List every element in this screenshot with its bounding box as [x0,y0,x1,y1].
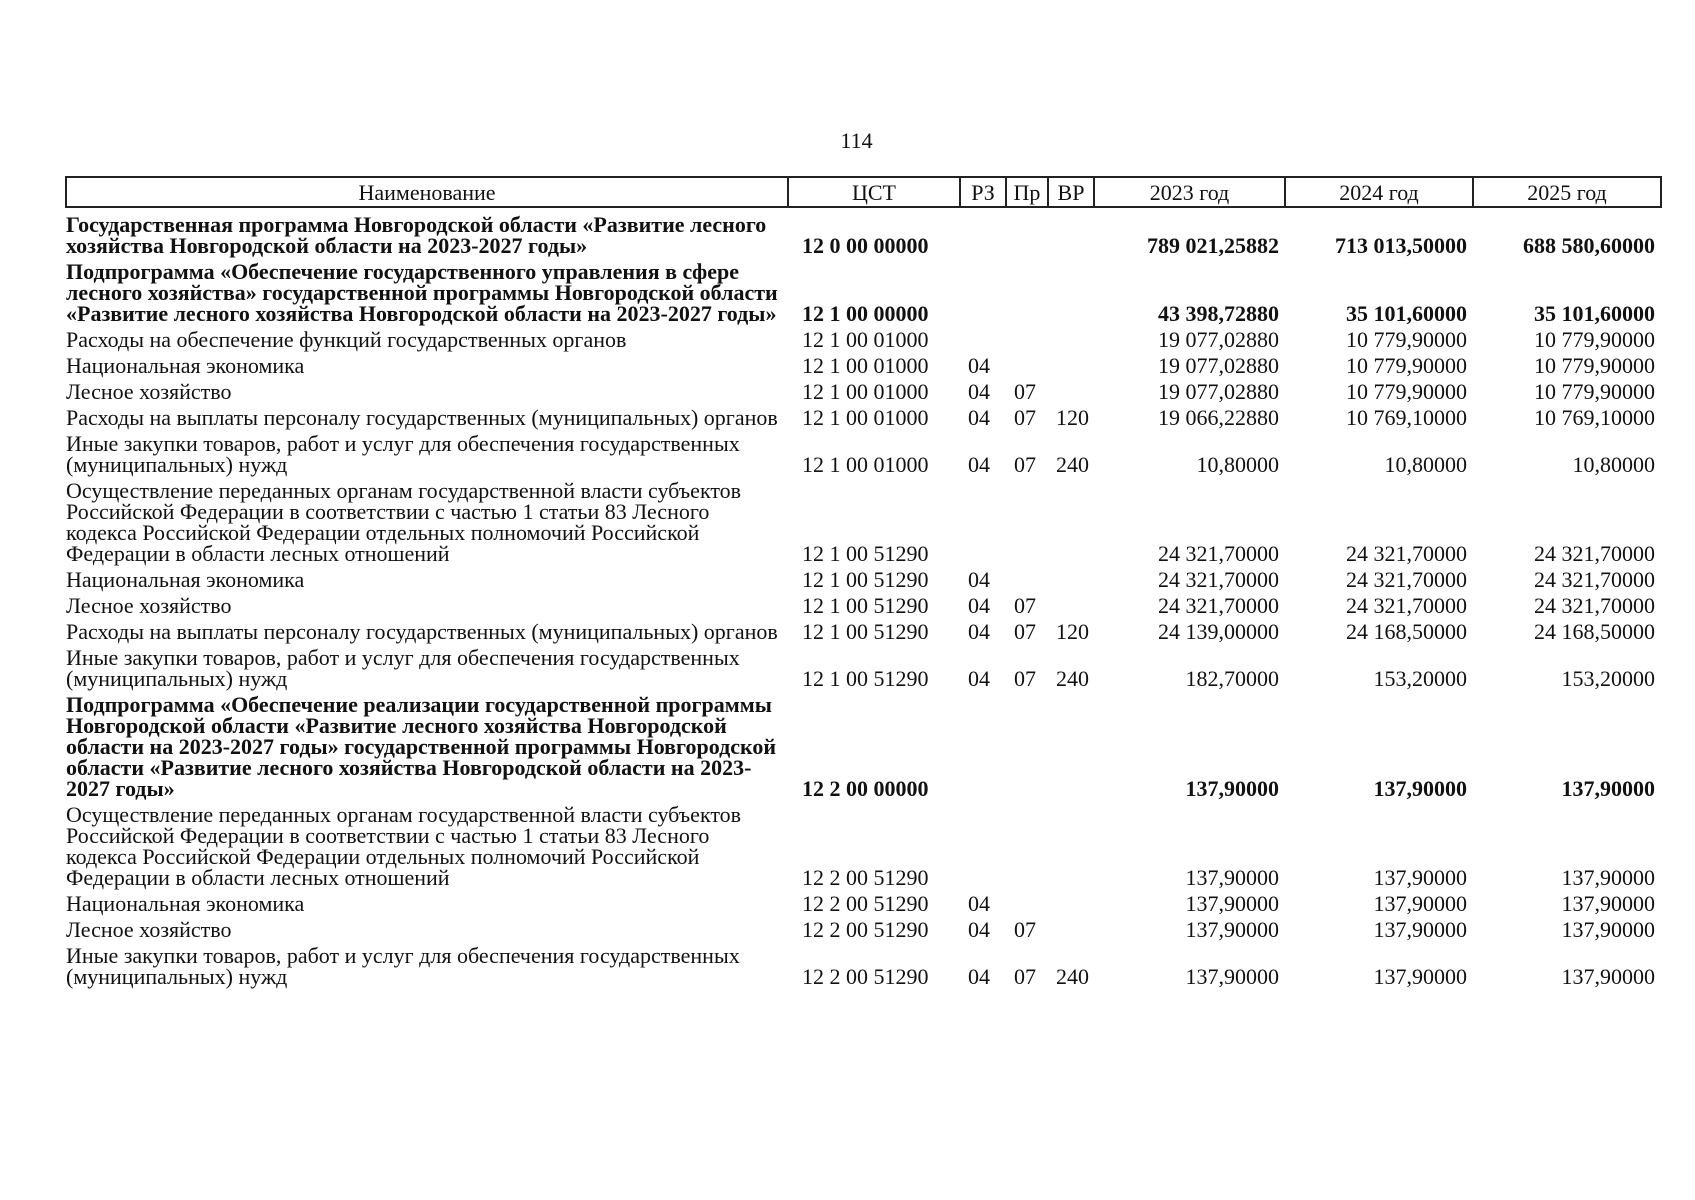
row-name: Иные закупки товаров, работ и услуг для обеспечения государственных (муниципальных) нужд [66,645,740,691]
row-2024-amount: 10 779,90000 [1346,327,1467,352]
row-name: Лесное хозяйство [66,917,232,942]
row-2023-amount: 182,70000 [1185,666,1279,691]
row-name: Расходы на обеспечение функций государственных органов [66,327,627,352]
row-2023-amount: 24 139,00000 [1158,619,1279,644]
row-rz: 04 [968,452,990,477]
row-name: Национальная экономика [66,891,305,916]
row-cst: 12 2 00 51290 [802,964,929,989]
header-pr: Пр [1006,177,1048,207]
row-rz: 04 [968,567,990,592]
row-vr [1048,355,1094,381]
row-pr: 07 [1014,452,1036,477]
table-row [66,945,1661,992]
row-2023-amount: 137,90000 [1185,917,1279,942]
row-rz: 04 [968,593,990,618]
row-rz: 04 [968,405,990,430]
row-name: Государственная программа Новгородской области «Развитие лесного хозяйства Новгородской области на 2023-2027 годы» [66,212,767,258]
row-pr: 07 [1014,917,1036,942]
row-cst: 12 2 00 51290 [802,917,929,942]
row-pr: 07 [1014,593,1036,618]
row-rz [960,207,1006,261]
row-vr [1048,919,1094,945]
row-name: Лесное хозяйство [66,379,232,404]
row-2023-amount: 19 077,02880 [1158,379,1279,404]
row-rz: 04 [968,917,990,942]
row-vr [1048,381,1094,407]
row-cst: 12 1 00 01000 [802,379,929,404]
row-2024-amount: 10 779,90000 [1346,353,1467,378]
row-cst: 12 2 00 51290 [802,865,929,890]
table-row [66,569,1661,595]
table-row [66,893,1661,919]
row-2025-amount: 137,90000 [1561,776,1655,801]
row-2024-amount: 137,90000 [1373,891,1467,916]
row-cst: 12 1 00 51290 [802,666,929,691]
row-vr [1048,569,1094,595]
row-2024-amount: 137,90000 [1373,964,1467,989]
row-2024-amount: 10 779,90000 [1346,379,1467,404]
table-row [66,595,1661,621]
row-2023-amount: 789 021,25882 [1147,233,1279,258]
row-2024-amount: 24 321,70000 [1346,567,1467,592]
row-2023-amount: 24 321,70000 [1158,567,1279,592]
row-2024-amount: 10 769,10000 [1346,405,1467,430]
row-2025-amount: 688 580,60000 [1523,233,1655,258]
table-row [66,381,1661,407]
row-2024-amount: 137,90000 [1373,865,1467,890]
row-2023-amount: 10,80000 [1196,452,1279,477]
header-2023: 2023 год [1094,177,1285,207]
row-vr: 240 [1056,452,1089,477]
row-vr [1048,261,1094,329]
row-vr [1048,207,1094,261]
header-cst: ЦСТ [788,177,960,207]
row-2025-amount: 137,90000 [1561,964,1655,989]
row-name: Подпрограмма «Обеспечение реализации государственной программы Новгородской области «Развитие лесного хозяйства Новгородской области на 2023-2027 годы» государственной программы Новгородской области «Развитие лесного хозяйства Новгородской области на 2023-2027 годы» [66,692,777,801]
row-2023-amount: 43 398,72880 [1158,301,1279,326]
table-row [66,480,1661,569]
table-row [66,804,1661,893]
row-pr: 07 [1014,666,1036,691]
row-cst: 12 0 00 00000 [802,233,929,258]
row-2024-amount: 24 168,50000 [1346,619,1467,644]
row-vr [1048,480,1094,569]
page-number: 114 [840,128,873,153]
row-rz: 04 [968,353,990,378]
row-2025-amount: 10,80000 [1572,452,1655,477]
row-rz [960,694,1006,804]
row-2023-amount: 19 077,02880 [1158,353,1279,378]
row-rz [960,329,1006,355]
row-cst: 12 2 00 00000 [802,776,929,801]
row-vr: 240 [1056,666,1089,691]
row-2024-amount: 10,80000 [1384,452,1467,477]
row-2023-amount: 24 321,70000 [1158,593,1279,618]
row-cst: 12 2 00 51290 [802,891,929,916]
row-vr: 240 [1056,964,1089,989]
table-row [66,329,1661,355]
row-2024-amount: 35 101,60000 [1346,301,1467,326]
table-row [66,647,1661,694]
row-vr [1048,893,1094,919]
row-pr: 07 [1014,619,1036,644]
row-2024-amount: 137,90000 [1373,917,1467,942]
row-pr [1006,261,1048,329]
row-2023-amount: 137,90000 [1185,776,1279,801]
budget-table [65,176,1662,992]
row-2023-amount: 19 066,22880 [1158,405,1279,430]
row-2024-amount: 24 321,70000 [1346,541,1467,566]
row-rz [960,804,1006,893]
row-cst: 12 1 00 01000 [802,452,929,477]
row-rz: 04 [968,964,990,989]
row-pr: 07 [1014,405,1036,430]
row-2024-amount: 153,20000 [1373,666,1467,691]
table-row [66,919,1661,945]
row-cst: 12 1 00 51290 [802,619,929,644]
table-row [66,694,1661,804]
row-cst: 12 1 00 01000 [802,353,929,378]
table-body [66,207,1661,992]
row-name: Расходы на выплаты персоналу государственных (муниципальных) органов [66,405,778,430]
row-rz [960,480,1006,569]
row-name: Лесное хозяйство [66,593,232,618]
row-2025-amount: 24 168,50000 [1534,619,1655,644]
row-cst: 12 1 00 51290 [802,593,929,618]
row-name: Осуществление переданных органам государственной власти субъектов Российской Федерации в соответствии с частью 1 статьи 83 Лесного кодекса Российской Федерации отдельных полномочий Российской Федерации в области лесных отношений [66,802,742,890]
table-row [66,355,1661,381]
row-2025-amount: 153,20000 [1561,666,1655,691]
table-row [66,261,1661,329]
row-2025-amount: 24 321,70000 [1534,593,1655,618]
row-vr: 120 [1056,619,1089,644]
row-cst: 12 1 00 51290 [802,567,929,592]
row-2025-amount: 35 101,60000 [1534,301,1655,326]
row-2025-amount: 10 779,90000 [1534,353,1655,378]
table-row [66,407,1661,433]
row-2025-amount: 10 769,10000 [1534,405,1655,430]
row-2023-amount: 19 077,02880 [1158,327,1279,352]
row-2025-amount: 10 779,90000 [1534,327,1655,352]
row-pr [1006,480,1048,569]
row-pr [1006,569,1048,595]
row-cst: 12 1 00 00000 [802,301,929,326]
row-2023-amount: 137,90000 [1185,891,1279,916]
header-2025: 2025 год [1473,177,1661,207]
header-2024: 2024 год [1285,177,1473,207]
row-rz: 04 [968,619,990,644]
row-pr [1006,329,1048,355]
row-name: Национальная экономика [66,353,305,378]
row-2023-amount: 24 321,70000 [1158,541,1279,566]
row-rz: 04 [968,666,990,691]
row-name: Осуществление переданных органам государственной власти субъектов Российской Федерации в соответствии с частью 1 статьи 83 Лесного кодекса Российской Федерации отдельных полномочий Российской Федерации в области лесных отношений [66,478,742,566]
row-2025-amount: 24 321,70000 [1534,567,1655,592]
row-pr: 07 [1014,379,1036,404]
row-vr [1048,694,1094,804]
row-name: Иные закупки товаров, работ и услуг для обеспечения государственных (муниципальных) нужд [66,943,740,989]
row-name: Подпрограмма «Обеспечение государственного управления в сфере лесного хозяйства» государственной программы Новгородской области «Развитие лесного хозяйства Новгородской области на 2023-2027 годы» [66,259,778,326]
row-name: Иные закупки товаров, работ и услуг для обеспечения государственных (муниципальных) нужд [66,431,740,477]
row-2024-amount: 24 321,70000 [1346,593,1467,618]
table-row [66,433,1661,480]
row-2025-amount: 137,90000 [1561,865,1655,890]
row-rz: 04 [968,891,990,916]
header-rz: РЗ [960,177,1006,207]
row-vr [1048,804,1094,893]
row-pr [1006,893,1048,919]
row-vr [1048,329,1094,355]
row-name: Расходы на выплаты персоналу государственных (муниципальных) органов [66,619,778,644]
row-vr: 120 [1056,405,1089,430]
row-2023-amount: 137,90000 [1185,964,1279,989]
table-row [66,207,1661,261]
row-pr [1006,694,1048,804]
row-2025-amount: 10 779,90000 [1534,379,1655,404]
table-row [66,621,1661,647]
row-2023-amount: 137,90000 [1185,865,1279,890]
row-name: Национальная экономика [66,567,305,592]
row-2025-amount: 137,90000 [1561,917,1655,942]
row-pr [1006,804,1048,893]
row-rz: 04 [968,379,990,404]
row-pr [1006,355,1048,381]
row-2025-amount: 137,90000 [1561,891,1655,916]
row-pr [1006,207,1048,261]
row-vr [1048,595,1094,621]
row-2024-amount: 713 013,50000 [1335,233,1467,258]
row-rz [960,261,1006,329]
row-cst: 12 1 00 01000 [802,327,929,352]
row-2025-amount: 24 321,70000 [1534,541,1655,566]
table-header-row [66,177,1661,207]
header-name: Наименование [66,177,788,207]
row-cst: 12 1 00 51290 [802,541,929,566]
row-2024-amount: 137,90000 [1373,776,1467,801]
header-vr: ВР [1048,177,1094,207]
row-cst: 12 1 00 01000 [802,405,929,430]
row-pr: 07 [1014,964,1036,989]
